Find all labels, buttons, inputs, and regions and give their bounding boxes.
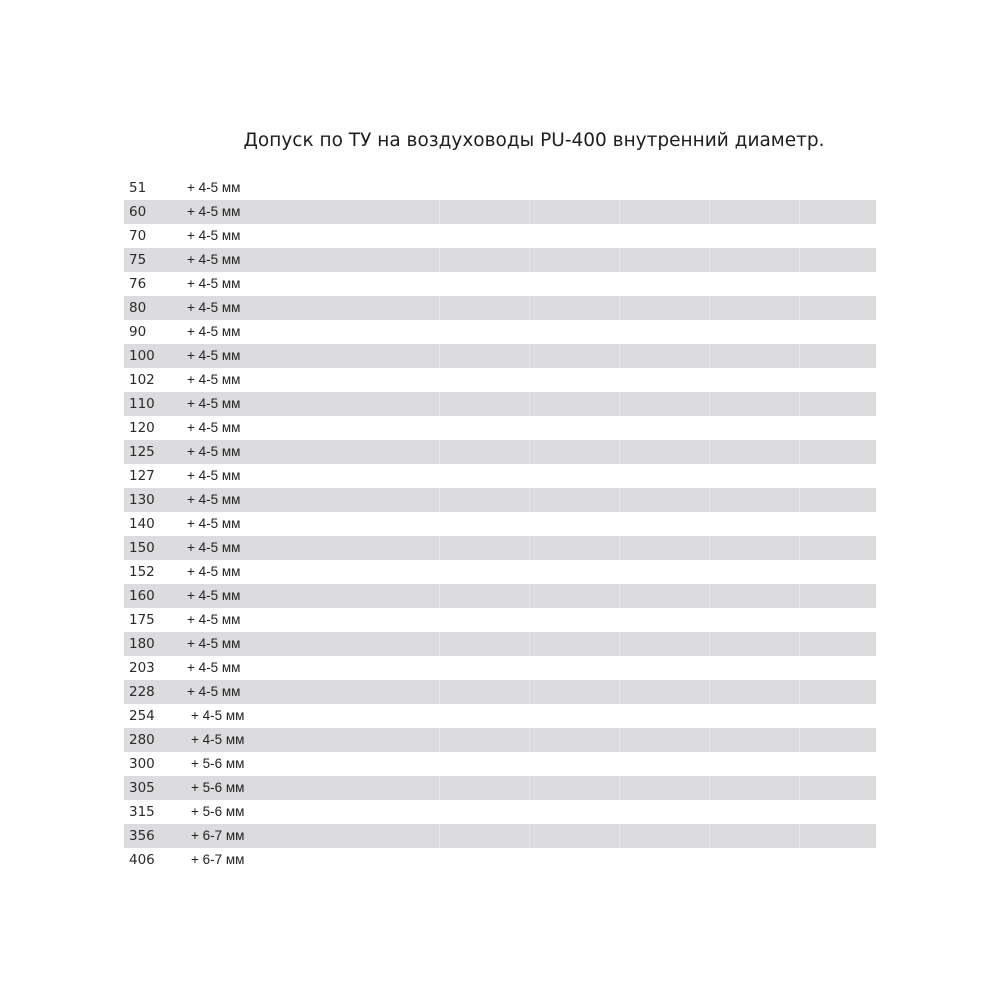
column-divider	[619, 248, 620, 272]
table-row	[124, 728, 876, 752]
diameter-cell: 305	[129, 780, 155, 796]
diameter-cell: 254	[129, 708, 155, 724]
column-divider	[439, 584, 440, 608]
tolerance-cell: + 4-5 мм	[187, 276, 241, 291]
table-row	[124, 248, 876, 272]
column-divider	[619, 728, 620, 752]
table-row	[124, 848, 876, 872]
tolerance-cell: + 4-5 мм	[187, 612, 241, 627]
diameter-cell: 203	[129, 660, 155, 676]
column-divider	[439, 296, 440, 320]
column-divider	[619, 584, 620, 608]
column-divider	[529, 488, 530, 512]
tolerance-cell: + 4-5 мм	[187, 420, 241, 435]
table-row	[124, 536, 876, 560]
table-row	[124, 392, 876, 416]
table-row	[124, 512, 876, 536]
column-divider	[709, 584, 710, 608]
diameter-cell: 228	[129, 684, 155, 700]
diameter-cell: 120	[129, 420, 155, 436]
column-divider	[799, 200, 800, 224]
column-divider	[529, 440, 530, 464]
tolerance-cell: + 4-5 мм	[187, 252, 241, 267]
column-divider	[799, 728, 800, 752]
column-divider	[799, 248, 800, 272]
column-divider	[439, 680, 440, 704]
tolerance-cell: + 4-5 мм	[187, 396, 241, 411]
diameter-cell: 127	[129, 468, 155, 484]
table-row	[124, 464, 876, 488]
tolerance-cell: + 4-5 мм	[187, 348, 241, 363]
table-row	[124, 344, 876, 368]
column-divider	[529, 728, 530, 752]
column-divider	[529, 344, 530, 368]
tolerance-cell: + 4-5 мм	[187, 372, 241, 387]
diameter-cell: 150	[129, 540, 155, 556]
column-divider	[619, 296, 620, 320]
column-divider	[799, 344, 800, 368]
column-divider	[619, 344, 620, 368]
column-divider	[709, 200, 710, 224]
table-row	[124, 176, 876, 200]
column-divider	[439, 536, 440, 560]
column-divider	[619, 536, 620, 560]
column-divider	[709, 824, 710, 848]
column-divider	[529, 824, 530, 848]
column-divider	[709, 776, 710, 800]
tolerance-cell: + 4-5 мм	[187, 492, 241, 507]
tolerance-cell: + 6-7 мм	[191, 828, 245, 843]
table-row	[124, 200, 876, 224]
column-divider	[799, 680, 800, 704]
tolerance-cell: + 4-5 мм	[187, 300, 241, 315]
table-row	[124, 704, 876, 728]
column-divider	[529, 632, 530, 656]
column-divider	[709, 248, 710, 272]
column-divider	[439, 392, 440, 416]
tolerance-cell: + 4-5 мм	[187, 324, 241, 339]
column-divider	[619, 488, 620, 512]
column-divider	[439, 728, 440, 752]
column-divider	[709, 296, 710, 320]
diameter-cell: 110	[129, 396, 155, 412]
tolerance-cell: + 4-5 мм	[187, 636, 241, 651]
tolerance-cell: + 4-5 мм	[187, 444, 241, 459]
column-divider	[799, 488, 800, 512]
table-row	[124, 656, 876, 680]
diameter-cell: 356	[129, 828, 155, 844]
column-divider	[799, 632, 800, 656]
column-divider	[709, 344, 710, 368]
column-divider	[439, 200, 440, 224]
column-divider	[439, 344, 440, 368]
column-divider	[619, 824, 620, 848]
diameter-cell: 180	[129, 636, 155, 652]
diameter-cell: 280	[129, 732, 155, 748]
table-row	[124, 296, 876, 320]
diameter-cell: 175	[129, 612, 155, 628]
tolerance-cell: + 4-5 мм	[187, 204, 241, 219]
diameter-cell: 76	[129, 276, 147, 292]
diameter-cell: 75	[129, 252, 147, 268]
column-divider	[619, 632, 620, 656]
column-divider	[619, 200, 620, 224]
tolerance-cell: + 4-5 мм	[191, 708, 245, 723]
diameter-cell: 51	[129, 180, 147, 196]
table-row	[124, 224, 876, 248]
column-divider	[529, 584, 530, 608]
column-divider	[439, 632, 440, 656]
diameter-cell: 300	[129, 756, 155, 772]
column-divider	[439, 440, 440, 464]
tolerance-cell: + 4-5 мм	[187, 684, 241, 699]
tolerance-cell: + 6-7 мм	[191, 852, 245, 867]
table-row	[124, 776, 876, 800]
tolerance-cell: + 4-5 мм	[187, 660, 241, 675]
column-divider	[799, 440, 800, 464]
tolerance-cell: + 4-5 мм	[187, 468, 241, 483]
column-divider	[619, 680, 620, 704]
column-divider	[439, 488, 440, 512]
table-row	[124, 608, 876, 632]
diameter-cell: 152	[129, 564, 155, 580]
table-row	[124, 752, 876, 776]
table-row	[124, 440, 876, 464]
column-divider	[619, 440, 620, 464]
column-divider	[529, 392, 530, 416]
column-divider	[619, 392, 620, 416]
column-divider	[709, 632, 710, 656]
table-row	[124, 824, 876, 848]
diameter-cell: 102	[129, 372, 155, 388]
table-row	[124, 680, 876, 704]
table-row	[124, 584, 876, 608]
column-divider	[529, 296, 530, 320]
column-divider	[529, 536, 530, 560]
table-row	[124, 272, 876, 296]
table-row	[124, 560, 876, 584]
tolerance-cell: + 4-5 мм	[187, 228, 241, 243]
table-row	[124, 320, 876, 344]
column-divider	[709, 392, 710, 416]
column-divider	[709, 728, 710, 752]
column-divider	[529, 248, 530, 272]
tolerance-table	[124, 176, 876, 872]
table-row	[124, 416, 876, 440]
table-row	[124, 632, 876, 656]
column-divider	[799, 536, 800, 560]
column-divider	[799, 824, 800, 848]
tolerance-cell: + 5-6 мм	[191, 804, 245, 819]
tolerance-cell: + 4-5 мм	[187, 516, 241, 531]
tolerance-cell: + 5-6 мм	[191, 780, 245, 795]
column-divider	[709, 440, 710, 464]
page-title: Допуск по ТУ на воздуховоды PU-400 внутренний диаметр.	[243, 130, 825, 151]
tolerance-cell: + 4-5 мм	[187, 588, 241, 603]
diameter-cell: 90	[129, 324, 147, 340]
column-divider	[709, 536, 710, 560]
column-divider	[439, 248, 440, 272]
diameter-cell: 406	[129, 852, 155, 868]
tolerance-cell: + 4-5 мм	[187, 564, 241, 579]
diameter-cell: 100	[129, 348, 155, 364]
column-divider	[529, 776, 530, 800]
column-divider	[529, 680, 530, 704]
diameter-cell: 130	[129, 492, 155, 508]
diameter-cell: 125	[129, 444, 155, 460]
column-divider	[709, 680, 710, 704]
table-row	[124, 368, 876, 392]
tolerance-cell: + 4-5 мм	[187, 540, 241, 555]
column-divider	[799, 776, 800, 800]
diameter-cell: 140	[129, 516, 155, 532]
column-divider	[799, 584, 800, 608]
diameter-cell: 60	[129, 204, 147, 220]
column-divider	[439, 824, 440, 848]
table-row	[124, 800, 876, 824]
column-divider	[799, 296, 800, 320]
table-row	[124, 488, 876, 512]
column-divider	[709, 488, 710, 512]
tolerance-cell: + 4-5 мм	[187, 180, 241, 195]
diameter-cell: 160	[129, 588, 155, 604]
column-divider	[619, 776, 620, 800]
column-divider	[529, 200, 530, 224]
diameter-cell: 80	[129, 300, 147, 316]
diameter-cell: 315	[129, 804, 155, 820]
diameter-cell: 70	[129, 228, 147, 244]
column-divider	[439, 776, 440, 800]
column-divider	[799, 392, 800, 416]
tolerance-cell: + 5-6 мм	[191, 756, 245, 771]
tolerance-cell: + 4-5 мм	[191, 732, 245, 747]
